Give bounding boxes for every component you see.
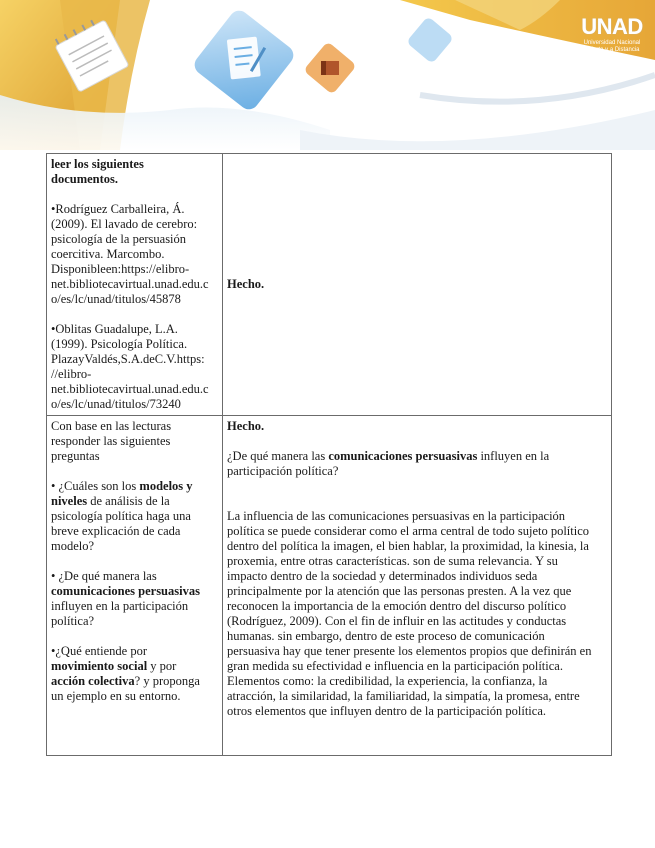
answer-cell: [223, 416, 612, 756]
answer-question: ¿De qué manera las comunicaciones persuasivas influyen en la participación política?: [227, 449, 550, 478]
question-2: • ¿De qué manera las comunicaciones persuasivas influyen en la participación política?: [51, 569, 200, 628]
questions-intro: Con base en las lecturas responder las siguientes preguntas: [51, 419, 172, 463]
table-row: [47, 154, 612, 416]
unad-logo: [574, 6, 650, 66]
logo-text: UNAD: [581, 14, 643, 39]
readings-status-cell: [223, 154, 612, 416]
answer-text: La influencia de las comunicaciones persuasivas en la participación política se puede considerar como el arma central de todo sujeto político dentro del política la imagen, el bien hablar, la proximidad, la kinesia, la proxemia, entre otras características. son de suma relevancia. Y su impacto dentro de la sociedad y determinados individuos seda principalmente por la atención que las personas presten. A la vez que reconocen la importancia de la emoción dentro del discurso político (Rodríguez, 2009). Con el fin de influir en las actitudes y conductas humanas. sin embargo, dentro de este proceso de comunicación persuasiva hay que tener presente los elementos propios que definirán en gran medida su efectividad e influencia en la participación política. Elementos como: la credibilidad, la experiencia, la confianza, la atracción, la similaridad, la familiaridad, la simpatía, la promesa, entre otros elementos que influyen dentro de la participación política.: [227, 509, 592, 718]
logo-subtitle-1: Universidad Nacional: [583, 40, 641, 46]
table-row: [47, 416, 612, 756]
readings-heading: leer los siguientes documentos.: [51, 157, 144, 186]
questions-cell: [47, 416, 223, 756]
question-3: •¿Qué entiende por movimiento social y por acción colectiva? y proponga un ejemplo en su entorno.: [51, 644, 200, 703]
readings-cell: [47, 154, 223, 416]
activity-table: [46, 153, 612, 756]
header-banner: [0, 0, 655, 150]
reference-1: •Rodríguez Carballeira, Á. (2009). El lavado de cerebro: psicología de la persuasión coercitiva. Marcombo. Disponibleen:https://elibro- net.bibliotecavirtual.unad.edu.c o/es/lc/unad/titulos/45878: [51, 202, 209, 306]
header-graphic: [0, 0, 655, 150]
status-done: Hecho.: [227, 277, 265, 291]
status-done: Hecho.: [227, 419, 265, 433]
reference-2: •Oblitas Guadalupe, L.A. (1999). Psicología Política. PlazayValdés,S.A.deC.V.https: //elibro- net.bibliotecavirtual.unad.edu.c o/es/lc/unad/titulos/73240: [51, 322, 209, 411]
question-1: • ¿Cuáles son los modelos y niveles de análisis de la psicología política haga una breve explicación de cada modelo?: [51, 479, 193, 553]
logo-subtitle-2: Abierta y a Distancia: [584, 47, 640, 53]
